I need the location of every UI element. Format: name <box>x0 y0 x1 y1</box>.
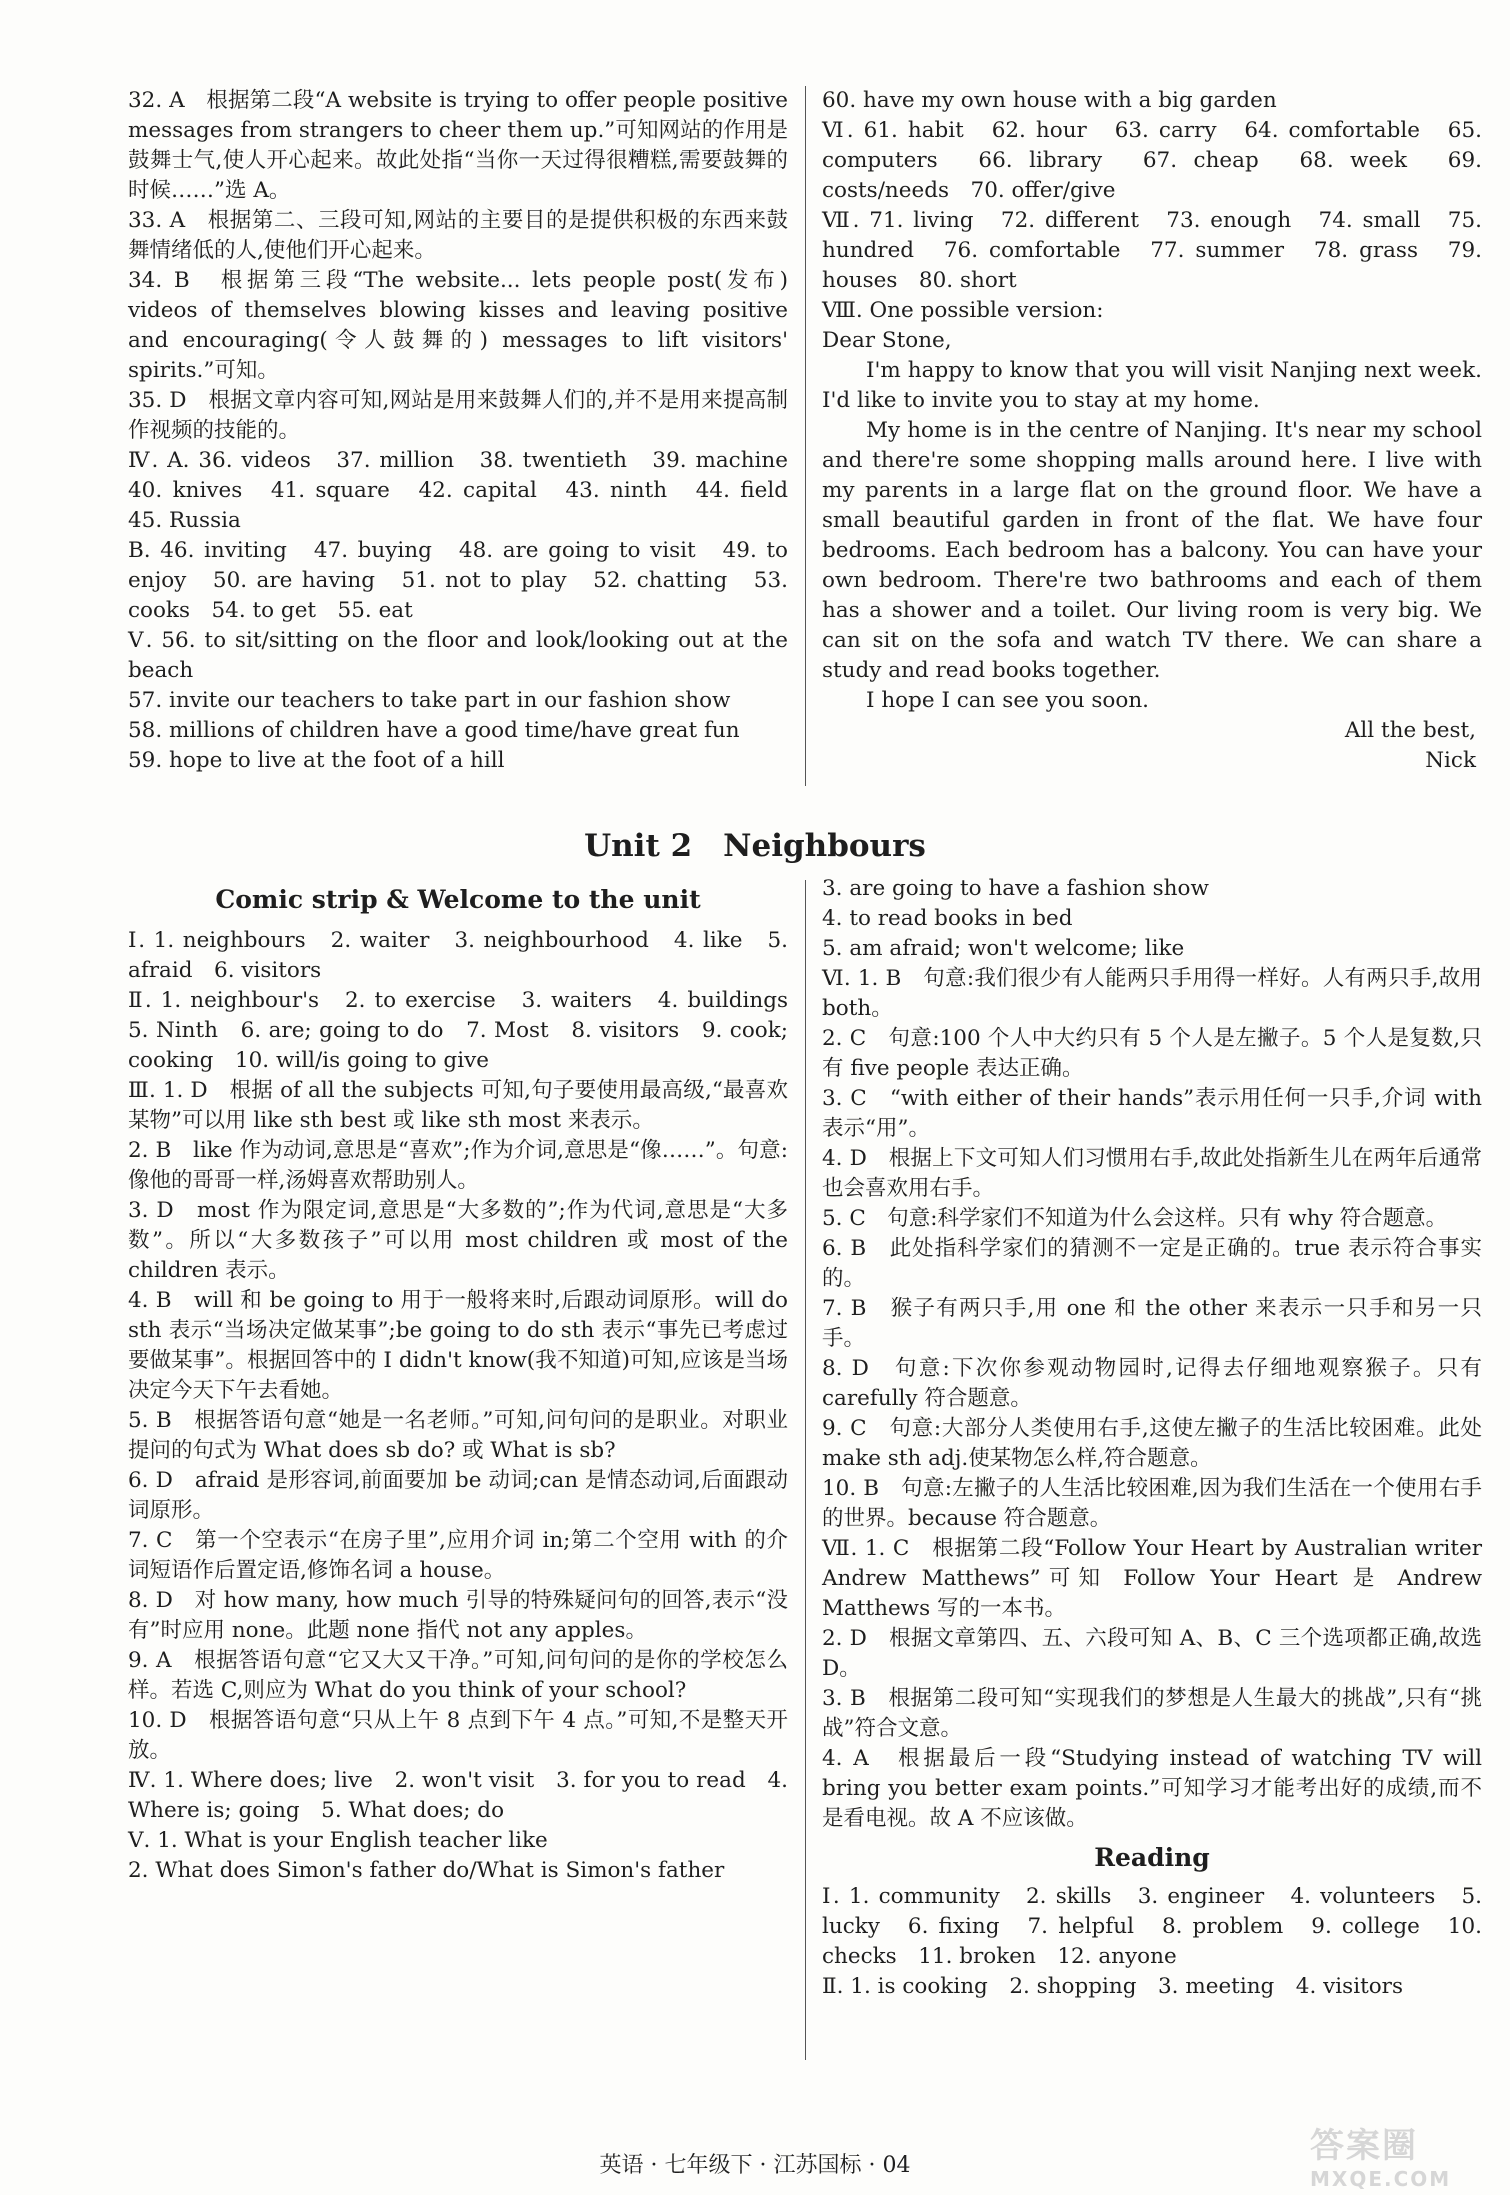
answer-item: 5. am afraid; won't welcome; like <box>822 936 1185 961</box>
answer-item: Ⅷ. One possible version: <box>822 298 1104 323</box>
answer-item: Ⅳ. A. 36. videos 37. million 38. twentieth 39. machine 40. knives 41. square 42. capital 43. ninth 44. field 45. Russia <box>128 448 810 533</box>
answers-i-v <box>128 926 810 1886</box>
page-footer: 英语 · 七年级下 · 江苏国标 · 04 <box>599 2153 911 2178</box>
answers-vi-viii <box>822 86 1482 326</box>
answer-item: 57. invite our teachers to take part in our fashion show <box>128 688 731 713</box>
answer-item: 59. hope to live at the foot of a hill <box>128 748 505 773</box>
answer-item: Ⅶ. 1. C 根据第二段“Follow Your Heart by Australian writer Andrew Matthews”可知 Follow Your Heart 是 Andrew Matthews 写的一本书。 <box>822 1536 1482 1621</box>
answer-item: B. 46. inviting 47. buying 48. are going to visit 49. to enjoy 50. are having 51. not to play 52. chatting 53. cooks 54. to get 55. eat <box>128 538 788 623</box>
top-left-column <box>128 86 810 776</box>
answer-item: 4. to read books in bed <box>822 906 1073 931</box>
answer-item: 35. D 根据文章内容可知,网站是用来鼓舞人们的,并不是用来提高制作视频的技能的。 <box>128 388 788 443</box>
section-title-comic-strip: Comic strip & Welcome to the unit <box>215 885 701 914</box>
answer-item: 7. C 第一个空表示“在房子里”,应用介词 in;第二个空用 with 的介词短语作后置定语,修饰名词 a house。 <box>128 1528 788 1583</box>
answer-item: 6. D afraid 是形容词,前面要加 be 动词;can 是情态动词,后面跟动词原形。 <box>128 1468 788 1523</box>
answer-item: 3. D most 作为限定词,意思是“大多数的”;作为代词,意思是“大多数”。所以“大多数孩子”可以用 most children 或 most of the children 表示。 <box>128 1198 788 1283</box>
unit-title: Unit 2 Neighbours <box>584 828 926 864</box>
answer-item: 10. B 句意:左撇子的人生活比较困难,因为我们生活在一个使用右手的世界。because 符合题意。 <box>822 1476 1482 1531</box>
answer-item: Ⅵ. 1. B 句意:我们很少有人能两只手用得一样好。人有两只手,故用 both。 <box>822 966 1482 1021</box>
answer-item: Ⅴ. 1. What is your English teacher like <box>128 1828 548 1853</box>
letter-paragraph: I hope I can see you soon. <box>866 688 1149 713</box>
answer-item: 3. B 根据第二段可知“实现我们的梦想是人生最大的挑战”,只有“挑战”符合文意。 <box>822 1686 1482 1741</box>
answer-item: Ⅱ. 1. neighbour's 2. to exercise 3. waiters 4. buildings 5. Ninth 6. are; going to do 7. Most 8. visitors 9. cook; cooking 10. will/is going to give <box>128 988 810 1073</box>
answer-item: Ⅰ. 1. community 2. skills 3. engineer 4. volunteers 5. lucky 6. fixing 7. helpful 8. problem 9. college 10. checks 11. broken 12. anyone <box>822 1884 1482 1969</box>
answer-item: Ⅴ. 56. to sit/sitting on the floor and look/looking out at the beach <box>128 628 788 683</box>
answer-item: 2. What does Simon's father do/What is Simon's father <box>128 1858 725 1883</box>
letter-paragraph: My home is in the centre of Nanjing. It's near my school and there're some shopping malls around here. I live with my parents in a large flat on the ground floor. We have a small beautiful garden in front of the flat. We have four bedrooms. Each bedroom has a balcony. You can have your own bedroom. There're two bathrooms and each of them has a shower and a toilet. Our living room is very big. We can sit on the sofa and watch TV there. We can share a study and read books together. <box>822 418 1482 683</box>
answer-item: 2. C 句意:100 个人中大约只有 5 个人是左撇子。5 个人是复数,只有 five people 表达正确。 <box>822 1026 1482 1081</box>
answer-item: Ⅳ. 1. Where does; live 2. won't visit 3. for you to read 4. Where is; going 5. What does; do <box>128 1768 788 1823</box>
answer-item: 3. C “with either of their hands”表示用任何一只手,介词 with 表示“用”。 <box>822 1086 1482 1141</box>
answer-item: 7. B 猴子有两只手,用 one 和 the other 来表示一只手和另一只手。 <box>822 1296 1482 1351</box>
answer-item: 3. are going to have a fashion show <box>822 876 1209 901</box>
bottom-left-column <box>128 882 810 1886</box>
answer-item: 2. B like 作为动词,意思是“喜欢”;作为介词,意思是“像……”。句意:像他的哥哥一样,汤姆喜欢帮助别人。 <box>128 1138 788 1193</box>
answer-item: 58. millions of children have a good time/have great fun <box>128 718 740 743</box>
column-divider-bottom <box>805 880 806 2060</box>
answer-item: 9. A 根据答语句意“它又大又干净。”可知,问句问的是你的学校怎么样。若选 C,则应为 What do you think of your school? <box>128 1648 788 1703</box>
answer-item: 4. D 根据上下文可知人们习惯用右手,故此处指新生儿在两年后通常也会喜欢用右手。 <box>822 1146 1482 1201</box>
bottom-right-column <box>822 874 1482 2002</box>
answer-item: 60. have my own house with a big garden <box>822 88 1277 113</box>
answer-item: 33. A 根据第二、三段可知,网站的主要目的是提供积极的东西来鼓舞情绪低的人,使他们开心起来。 <box>128 208 788 263</box>
letter-closing: All the best, <box>1344 718 1476 743</box>
answer-item: Ⅰ. 1. neighbours 2. waiter 3. neighbourhood 4. like 5. afraid 6. visitors <box>128 928 788 983</box>
section-title-reading: Reading <box>1094 1843 1210 1872</box>
answer-item: 34. B 根据第三段“The website... lets people post(发布) videos of themselves blowing kisses and leaving positive and encouraging(令人鼓舞的) messages to lift visitors' spirits.”可知。 <box>128 268 788 383</box>
answer-item: 8. D 句意:下次你参观动物园时,记得去仔细地观察猴子。只有 carefully 符合题意。 <box>822 1356 1482 1411</box>
letter-signature: Nick <box>1425 748 1476 773</box>
answer-item: 6. B 此处指科学家们的猜测不一定是正确的。true 表示符合事实的。 <box>822 1236 1482 1291</box>
answer-item: 4. A 根据最后一段“Studying instead of watching TV will bring you better exam points.”可知学习才能考出好的成绩,而不是看电视。故 A 不应该做。 <box>822 1746 1482 1831</box>
reading-answers <box>822 1882 1482 2002</box>
answer-item: 4. B will 和 be going to 用于一般将来时,后跟动词原形。will do sth 表示“当场决定做某事”;be going to do sth 表示“事先已考虑过要做某事”。根据回答中的 I didn't know(我不知道)可知,应该是当场决定今天下午去看她。 <box>128 1288 788 1403</box>
watermark-logo: 答案圈 MXQE.COM <box>1310 2126 1452 2191</box>
answer-item: 5. B 根据答语句意“她是一名老师。”可知,问句问的是职业。对职业提问的句式为 What does sb do? 或 What is sb? <box>128 1408 788 1463</box>
answer-item: 2. D 根据文章第四、五、六段可知 A、B、C 三个选项都正确,故选 D。 <box>822 1626 1482 1681</box>
letter-greeting: Dear Stone, <box>822 328 952 353</box>
answer-item: Ⅱ. 1. is cooking 2. shopping 3. meeting 4. visitors <box>822 1974 1403 1999</box>
answer-item: Ⅵ. 61. habit 62. hour 63. carry 64. comfortable 65. computers 66. library 67. cheap 68. week 69. costs/needs 70. offer/give <box>822 118 1482 203</box>
answer-item: 10. D 根据答语句意“只从上午 8 点到下午 4 点。”可知,不是整天开放。 <box>128 1708 788 1763</box>
answer-item: 32. A 根据第二段“A website is trying to offer people positive messages from strangers to cheer them up.”可知网站的作用是鼓舞士气,使人开心起来。故此处指“当你一天过得很糟糕,需要鼓舞的时候……”选 A。 <box>128 88 788 203</box>
answer-item: 9. C 句意:大部分人类使用右手,这使左撇子的生活比较困难。此处 make sth adj.使某物怎么样,符合题意。 <box>822 1416 1482 1471</box>
answers-vi-vii <box>822 874 1482 1834</box>
answer-item: Ⅶ. 71. living 72. different 73. enough 74. small 75. hundred 76. comfortable 77. summer 78. grass 79. houses 80. short <box>822 208 1482 293</box>
answer-item: 8. D 对 how many, how much 引导的特殊疑问句的回答,表示“没有”时应用 none。此题 none 指代 not any apples。 <box>128 1588 788 1643</box>
letter-paragraph: I'm happy to know that you will visit Nanjing next week. I'd like to invite you to stay at my home. <box>822 358 1482 413</box>
letter-body <box>822 356 1482 716</box>
answer-item: Ⅲ. 1. D 根据 of all the subjects 可知,句子要使用最高级,“最喜欢某物”可以用 like sth best 或 like sth most 来表示。 <box>128 1078 788 1133</box>
column-divider-top <box>805 86 806 786</box>
answer-item: 5. C 句意:科学家们不知道为什么会这样。只有 why 符合题意。 <box>822 1206 1448 1231</box>
top-right-column <box>822 86 1482 776</box>
